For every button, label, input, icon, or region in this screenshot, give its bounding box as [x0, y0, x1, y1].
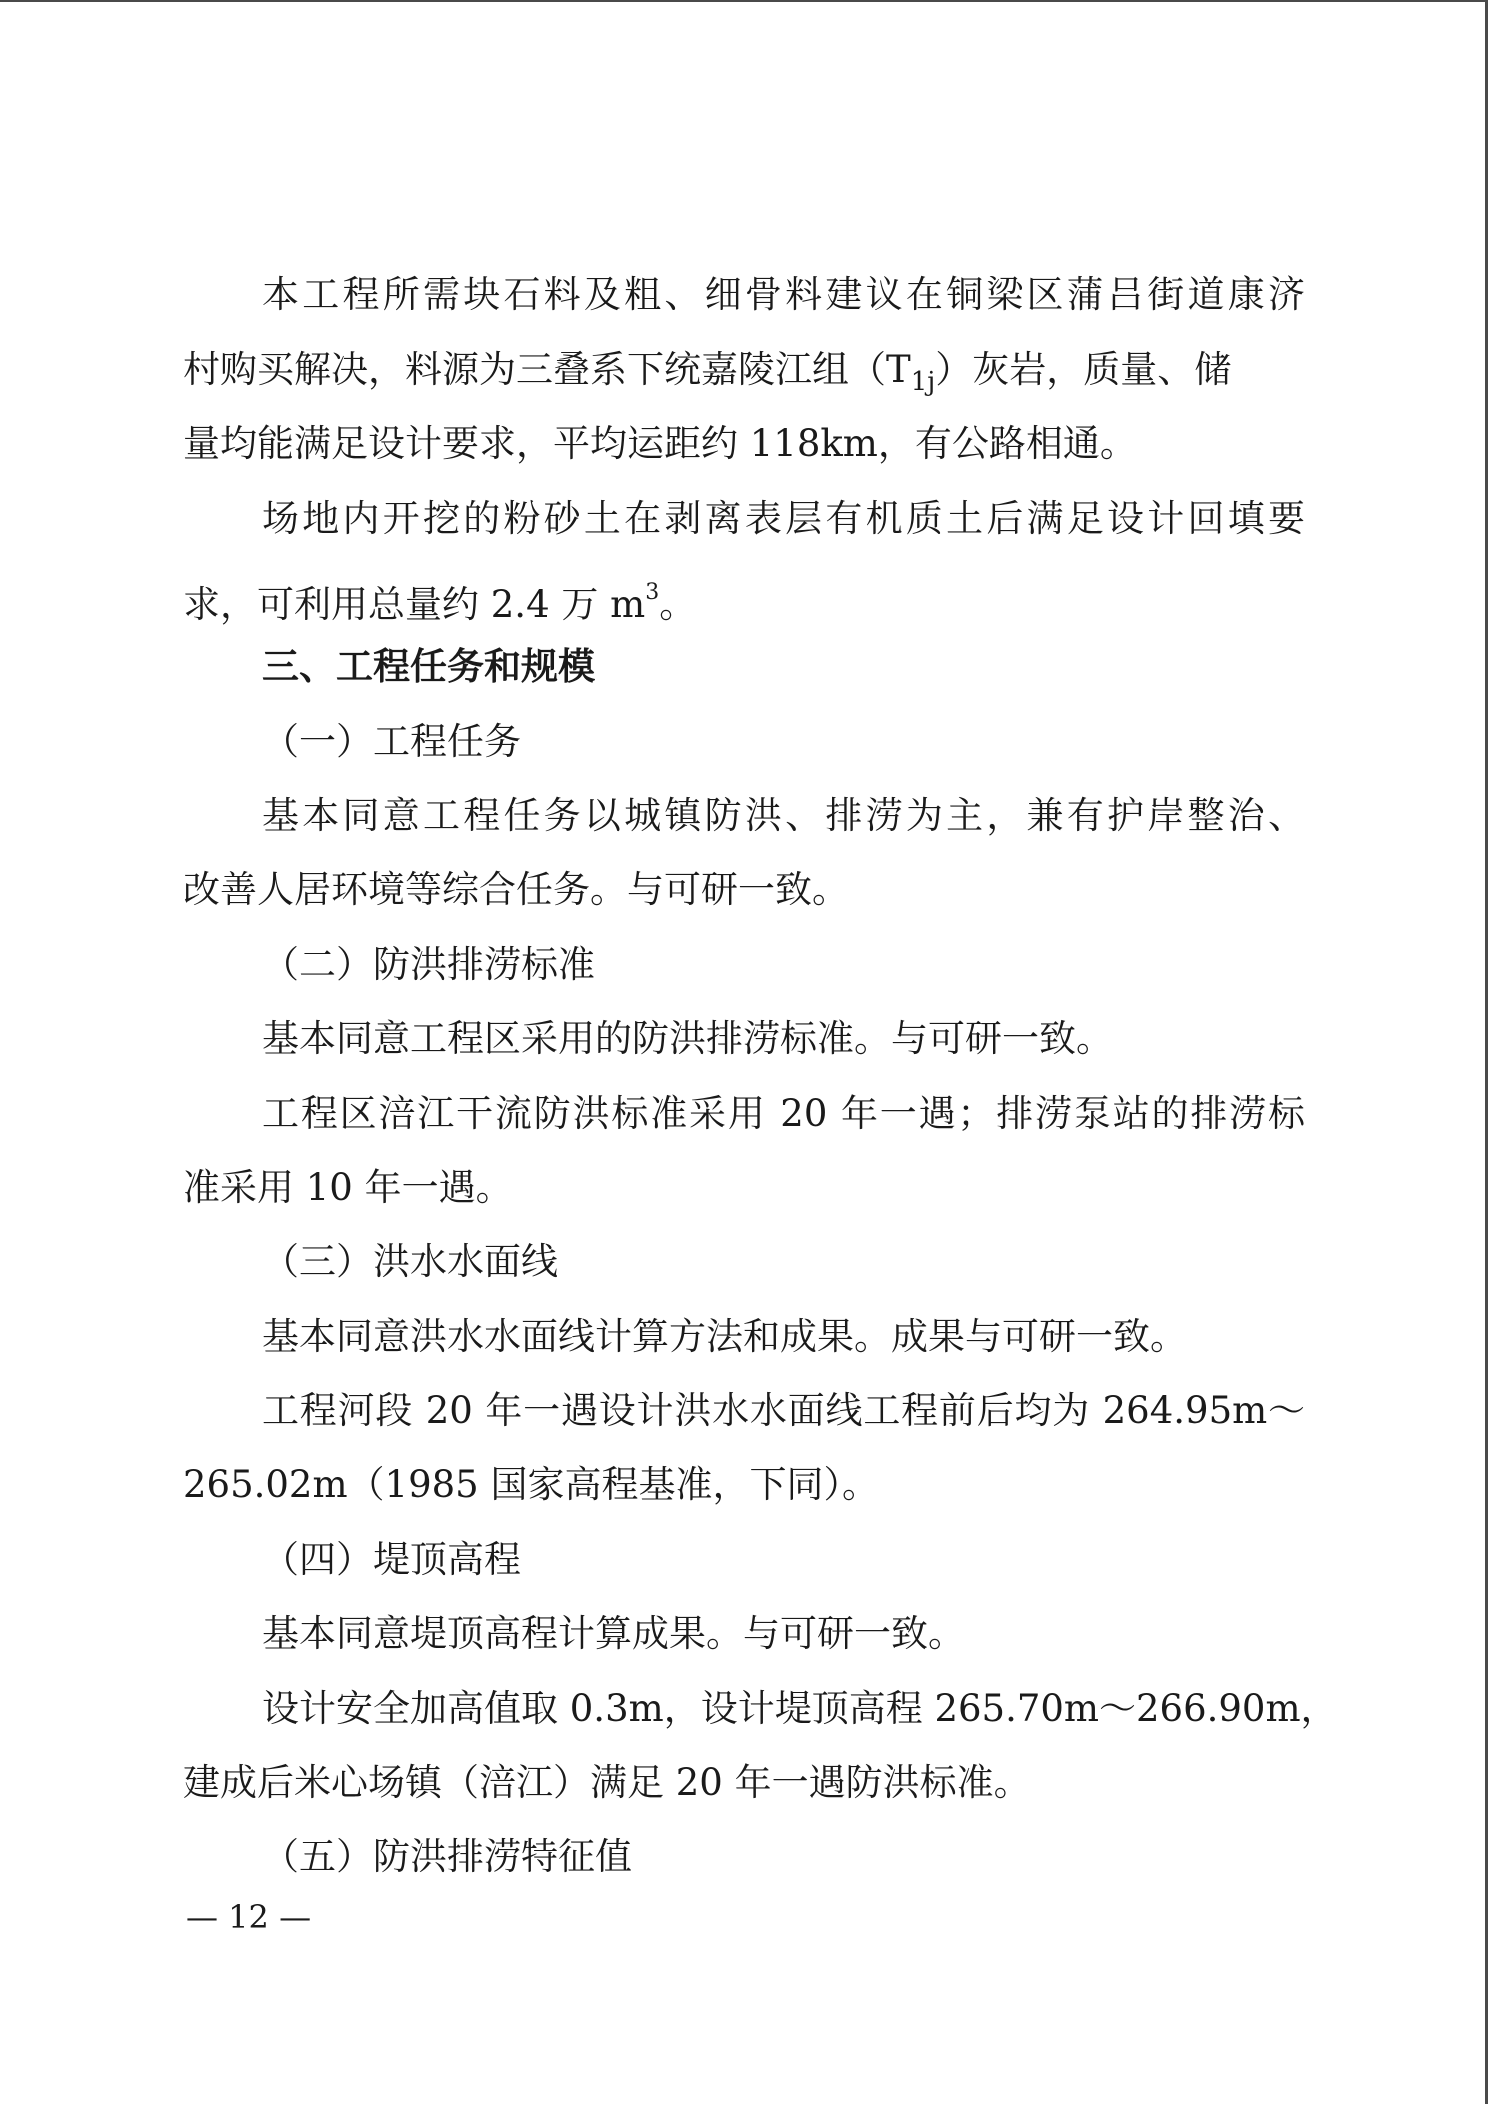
para-line: 265.02m（1985 国家高程基准，下同）。 [183, 1463, 879, 1506]
para-line: 设计安全加高值取 0.3m，设计堤顶高程 265.70m～266.90m， [262, 1687, 1338, 1730]
para-line: 基本同意工程任务以城镇防洪、排涝为主，兼有护岸整治、 [262, 794, 1305, 837]
para-line: 基本同意洪水水面线计算方法和成果。成果与可研一致。 [262, 1315, 1187, 1358]
para-line: 建成后米心场镇（涪江）满足 20 年一遇防洪标准。 [183, 1761, 1031, 1804]
text-run: ）灰岩，质量、储 [935, 348, 1232, 391]
subsection-title: （一）工程任务 [262, 720, 521, 763]
para-line: 工程河段 20 年一遇设计洪水水面线工程前后均为 264.95m～ [262, 1389, 1305, 1432]
page-border-top [0, 0, 1488, 2]
para-line: 本工程所需块石料及粗、细骨料建议在铜梁区蒲吕街道康济 [262, 273, 1305, 316]
section-heading: 三、工程任务和规模 [262, 645, 595, 688]
para-line: 基本同意工程区采用的防洪排涝标准。与可研一致。 [262, 1017, 1113, 1060]
para-line [183, 565, 1305, 626]
para-line: 场地内开挖的粉砂土在剥离表层有机质土后满足设计回填要 [262, 497, 1305, 540]
para-line: 改善人居环境等综合任务。与可研一致。 [183, 868, 849, 911]
text-run: 村购买解决，料源为三叠系下统嘉陵江组（T [183, 348, 911, 391]
text-run: 求，可利用总量约 2.4 万 m [183, 583, 646, 626]
text-run: 。 [659, 583, 697, 626]
subsection-title: （五）防洪排涝特征值 [262, 1835, 632, 1878]
subscript: 1j [910, 367, 936, 397]
para-line: 量均能满足设计要求，平均运距约 118km，有公路相通。 [183, 422, 1137, 465]
subsection-title: （四）堤顶高程 [262, 1538, 521, 1581]
page-number: — 12 — [186, 1898, 312, 1936]
para-line: 基本同意堤顶高程计算成果。与可研一致。 [262, 1612, 965, 1655]
para-line: 准采用 10 年一遇。 [183, 1166, 513, 1209]
subsection-title: （三）洪水水面线 [262, 1240, 558, 1283]
superscript: 3 [645, 580, 660, 605]
para-line [183, 342, 1305, 398]
subsection-title: （二）防洪排涝标准 [262, 943, 595, 986]
para-line: 工程区涪江干流防洪标准采用 20 年一遇；排涝泵站的排涝标 [262, 1092, 1305, 1135]
